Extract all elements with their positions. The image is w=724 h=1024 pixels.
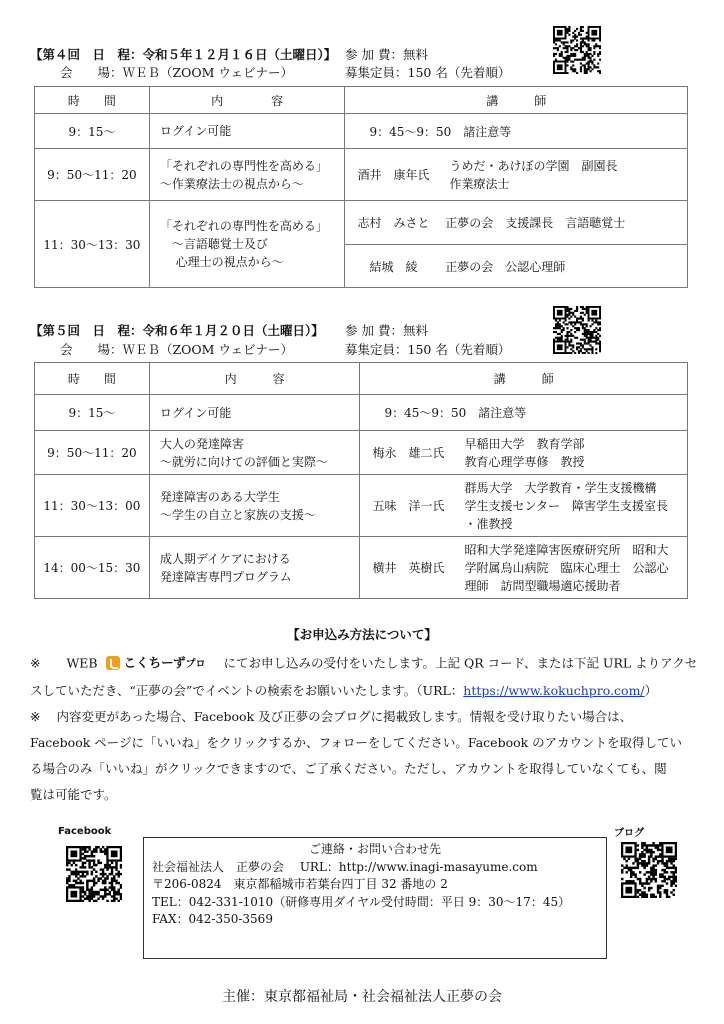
row-content [149,475,360,537]
session5-table [34,362,688,599]
col-header-content: 内 容 [149,363,360,395]
contact-fax: FAX：042-350-3569 [152,912,273,926]
content-line: ～学生の自立と家族の支援～ [159,507,316,522]
table-row [35,475,688,537]
session4-capacity: 募集定員：150 名（先着順） [345,65,511,80]
row-content: ログイン可能 [149,114,345,149]
col-header-content: 内 容 [149,87,345,114]
row-content [149,537,360,599]
contact-box [143,837,607,959]
organizer-footer: 主催：東京都福祉局・社会福祉法人正夢の会 [222,989,502,1005]
session4-title: 【第４回 日 程：令和５年１２月１６日（土曜日）】 [30,47,337,62]
row-time: 9：50～11：20 [35,431,150,475]
row-speaker: 志村 みさと 正夢の会 支援課長 言語聴覚士 [345,201,688,245]
table-row [35,114,688,149]
session5-venue: 会 場：ＷＥＢ（ZOOM ウェビナー） [60,342,293,357]
row-speaker [360,537,688,599]
row-time: 9：15～ [35,395,150,431]
apply-text: Facebook ページに「いいね」をクリックするか、フォローをしてください。Facebook のアカウントを取得してい [30,735,683,750]
row-speaker [360,431,688,475]
speaker-name: 横井 英樹氏 [372,561,445,575]
session5-title: 【第５回 日 程：令和６年１月２０日（土曜日）】 [30,323,324,338]
qr-code-session5[interactable] [553,306,601,354]
speaker-affiliation: 理師 訪問型職場適応援助者 [464,578,621,593]
row-content: ログイン可能 [149,395,360,431]
speaker-name: 五味 洋一氏 [372,499,445,513]
speaker-affiliation: 教育心理学専修 教授 [464,454,585,469]
col-header-speaker: 講 師 [360,363,688,395]
row-speaker: 結城 綾 正夢の会 公認心理師 [345,245,688,288]
row-content [149,431,360,475]
row-content [149,149,345,201]
contact-tel: TEL：042-331-1010（研修専用ダイヤル受付時間：平日 9：30～17：45） [152,894,571,909]
row-time: 9：15～ [35,114,150,149]
row-speaker: 9：45～9：50 諸注意等 [360,395,688,431]
speaker-name: 酒井 康年氏 [357,168,430,182]
row-time: 11：30～13：30 [35,201,150,288]
qr-code-session4[interactable] [553,26,601,74]
web-label: WEB [66,655,98,671]
speaker-affiliation: 学附属烏山病院 臨床心理士 公認心 [464,560,669,575]
qr-code-blog[interactable] [621,842,677,898]
apply-text: 内容変更があった場合、Facebook 及び正夢の会ブログに掲載致します。情報を受け取りたい場合は、 [56,709,633,724]
qr-code-facebook[interactable] [66,846,122,902]
speaker-affiliation: 作業療法士 [449,176,510,191]
session4-venue: 会 場：ＷＥＢ（ZOOM ウェビナー） [60,65,293,80]
table-row [35,395,688,431]
content-line: 発達障害専門プログラム [159,569,292,584]
speaker-affiliation: 早稲田大学 教育学部 [464,436,585,451]
speaker-affiliation: 昭和大学発達障害医療研究所 昭和大 [464,542,669,557]
row-time: 9：50～11：20 [35,149,150,201]
content-line: ～就労に向けての評価と実際～ [159,454,328,469]
content-line: 大人の発達障害 [159,436,244,451]
content-line: 心理士の視点から～ [159,255,284,269]
apply-paragraph-2 [30,704,700,808]
row-content [149,201,345,288]
facebook-label: Facebook [58,826,112,837]
row-speaker [360,475,688,537]
row-speaker: 9：45～9：50 諸注意等 [345,114,688,149]
blog-label: ブログ [614,828,644,839]
kokuchpro-url-link[interactable]: https://www.kokuchpro.com/ [463,683,645,698]
content-line: 発達障害のある大学生 [159,489,280,504]
content-line: 「それぞれの専門性を高める」 [159,158,328,173]
contact-address: 〒206-0824 東京都稲城市若葉台四丁目 32 番地の 2 [152,877,448,891]
speaker-name: 梅永 雄二氏 [372,446,445,460]
session5-capacity: 募集定員：150 名（先着順） [345,342,511,357]
apply-body [30,650,700,808]
apply-text: スしていただき、“正夢の会”でイベントの検索をお願いいたします。（URL： [30,683,464,698]
table-row [35,201,688,245]
contact-org: 社会福祉法人 正夢の会 URL：http://www.inagi-masayume.com [152,859,538,874]
col-header-time: 時 間 [35,363,150,395]
speaker-affiliation: 学生支援センター 障害学生支援室長 [464,498,668,513]
apply-text: 覧は可能です。 [30,787,117,802]
session4-table [34,86,688,288]
speaker-affiliation: 群馬大学 大学教育・学生支援機構 [464,480,657,495]
note-mark: ※ [30,655,41,671]
content-line: ～言語聴覚士及び [159,237,268,251]
note-mark: ※ [30,709,41,724]
kokuchpro-logo[interactable] [106,650,206,678]
kokuchpro-logo-icon [106,656,120,670]
col-header-speaker: 講 師 [345,87,688,114]
speaker-affiliation: うめだ・あけぼの学園 副園長 [449,158,618,173]
content-line: 「それぞれの専門性を高める」 [159,219,328,233]
table-row [35,431,688,475]
session5-fee: 参 加 費：無料 [345,323,428,338]
table-row [35,537,688,599]
session4-fee: 参 加 費：無料 [345,47,428,62]
speaker-affiliation: ・准教授 [464,516,513,531]
apply-heading: 【お申込み方法について】 [287,627,437,642]
content-line: 成人期デイケアにおける [159,551,291,566]
col-header-time: 時 間 [35,87,150,114]
kokuchpro-logo-sub: プロ [185,659,206,670]
table-row [35,149,688,201]
apply-text: ） [644,683,658,698]
kokuchpro-logo-text: こくちーず [123,655,186,670]
row-speaker [345,149,688,201]
content-line: ～作業療法士の視点から～ [159,176,304,191]
apply-paragraph-1 [30,650,700,704]
session4-header [30,46,336,64]
row-time: 11：30～13：00 [35,475,150,537]
contact-heading: ご連絡・お問い合わせ先 [308,842,441,856]
apply-text: にてお申し込みの受付をいたします。上記 QR コード、または下記 URL よりアクセ [223,655,698,671]
session5-header [30,322,324,340]
apply-text: る場合のみ「いいね」がクリックできますので、ご了承ください。ただし、アカウントを取得していなくても、閲 [30,761,667,776]
row-time: 14：00～15：30 [35,537,150,599]
